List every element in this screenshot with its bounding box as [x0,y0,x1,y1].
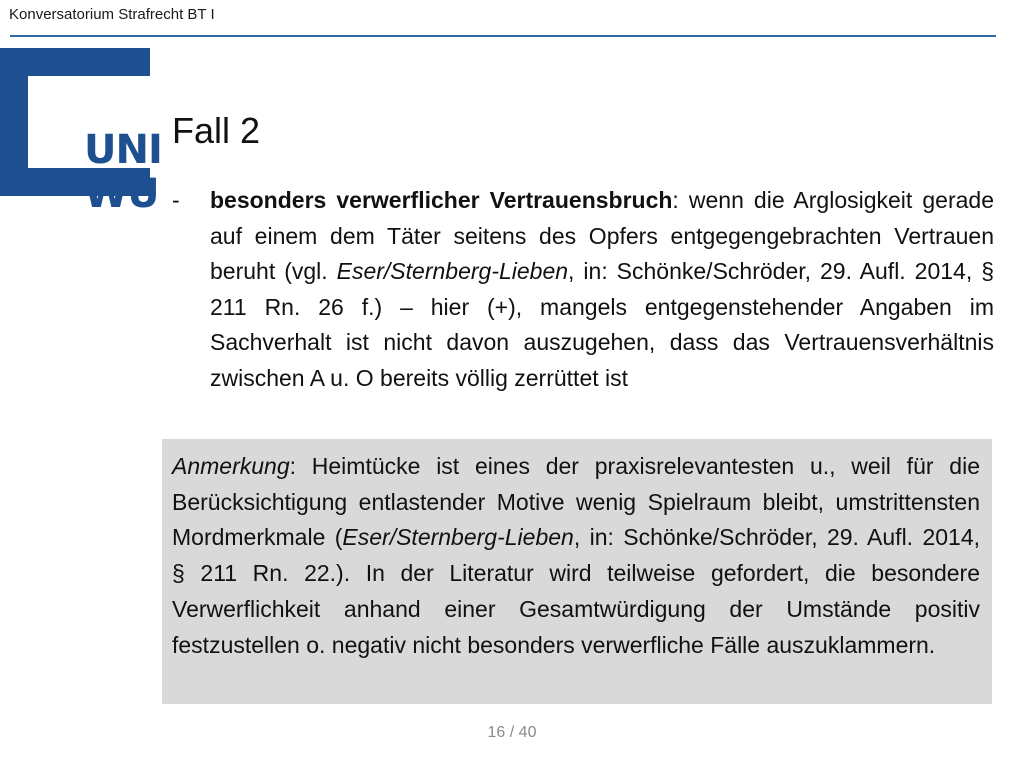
bullet-point [172,183,994,397]
slide-title: Fall 2 [172,110,261,151]
course-title: Konversatorium Strafrecht BT I [9,6,215,23]
university-logo [0,48,162,217]
annotation-citation: Eser/Sternberg-Lieben [342,524,574,551]
annotation-box [162,439,992,704]
bullet-dash: - [172,187,180,213]
bullet-text-part2: , in: Schönke/Schröder, 29. Aufl. 2014, § 211 Rn. 26 f.) – hier (+), mangels entgegenstehender Angaben im Sachverhalt ist nicht davon auszugehen, dass das Vertrauensverhältnis zwischen A u. O bereits völlig zerrüttet ist [210,258,994,391]
annotation-text-part1: : Heimtücke ist eines der praxisrelevantesten u., weil für die Berücksichtigung entlastender Motive wenig Spielraum bleibt, umstrittensten Mordmerkmale ( [172,453,980,551]
page-number: 16 / 40 [487,724,537,741]
logo-line-uni: UNI [84,127,162,173]
bullet-text-part1: wenn die Arglosigkeit gerade auf einem dem Täter seitens des Opfers entgegengebrachten Vertrauen beruht (vgl. [210,187,994,285]
logo-lettering [84,128,162,216]
bullet-colon: : [672,187,679,213]
bullet-text [210,183,994,397]
annotation-label: Anmerkung [172,453,290,479]
annotation-text-part2: , in: Schönke/Schröder, 29. Aufl. 2014, § 211 Rn. 22.). In der Literatur wird teilweise gefordert, die besondere Verwerflichkeit anhand einer Gesamtwürdigung der Umstände positiv festzustellen o. negativ nicht besonders verwerfliche Fälle auszuklammern. [172,524,980,658]
header-divider [10,35,996,37]
bullet-citation: Eser/Sternberg-Lieben [336,258,569,285]
bullet-term: besonders verwerflicher Vertrauensbruch [210,187,673,213]
logo-line-wue: WÜ [84,171,159,217]
